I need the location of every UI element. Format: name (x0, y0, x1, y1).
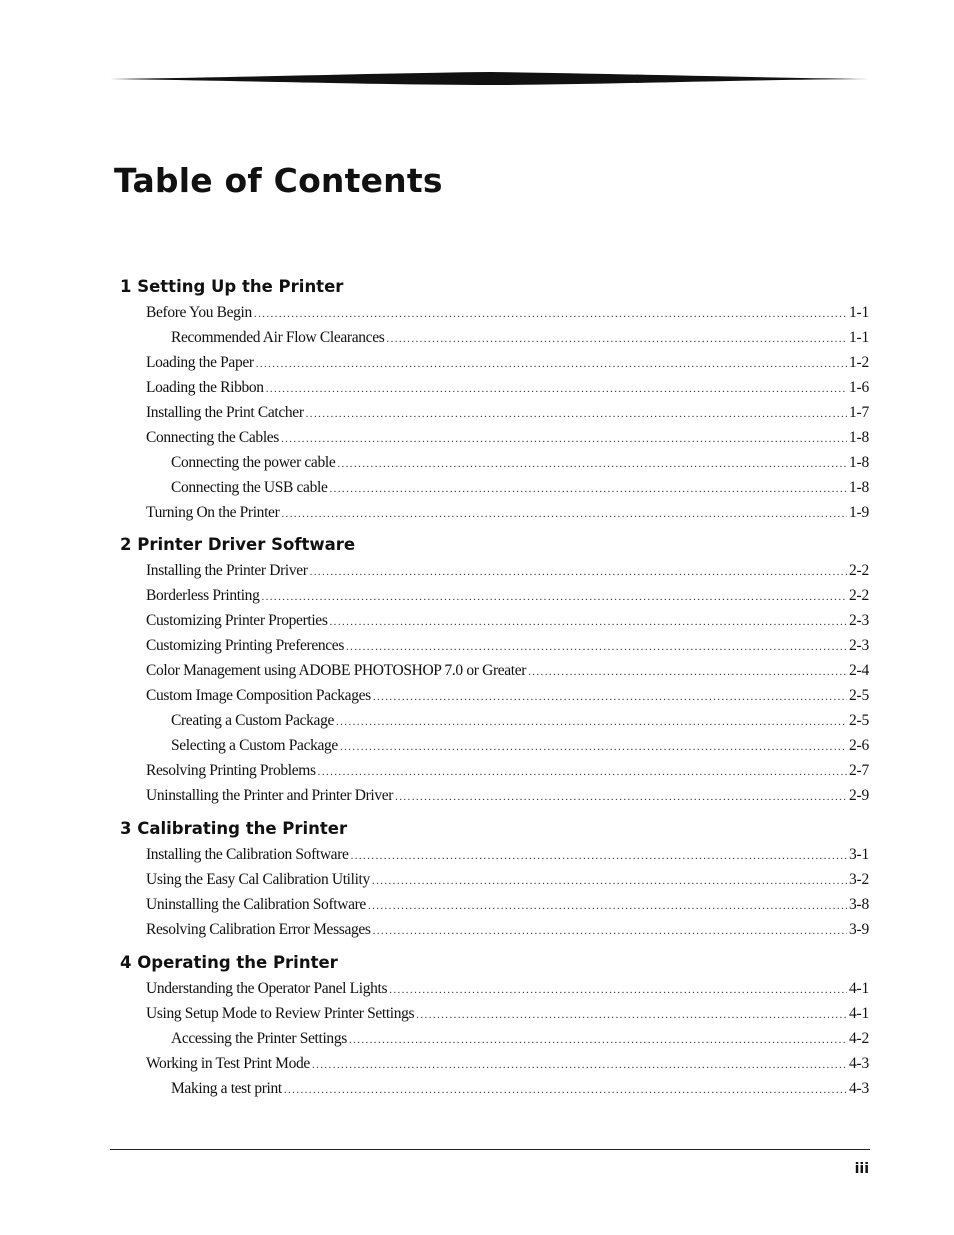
page-number: iii (854, 1161, 869, 1177)
dot-leader (395, 791, 847, 803)
entry-page-number: 2-3 (848, 637, 869, 654)
dot-leader (528, 666, 847, 678)
entry-page-number: 2-4 (848, 662, 869, 679)
entry-title: Resolving Calibration Error Messages (146, 921, 371, 938)
dot-leader (373, 691, 847, 703)
entry-page-number: 3-2 (848, 871, 869, 888)
dot-leader (261, 591, 846, 603)
dot-leader (349, 1034, 847, 1046)
dot-leader (256, 358, 847, 370)
entry-page-number: 1-8 (848, 479, 869, 496)
entry-page-number: 3-9 (848, 921, 869, 938)
entry-title: Before You Begin (146, 304, 252, 321)
toc-entry[interactable] (146, 379, 869, 401)
entry-title: Installing the Calibration Software (146, 846, 349, 863)
entry-title: Turning On the Printer (146, 504, 280, 521)
dot-leader (340, 741, 847, 753)
dot-leader (351, 850, 847, 862)
dot-leader (284, 1084, 847, 1096)
toc-entry[interactable] (146, 429, 869, 451)
entry-page-number: 4-1 (848, 980, 869, 997)
entry-page-number: 2-5 (848, 687, 869, 704)
entry-title: Loading the Ribbon (146, 379, 264, 396)
entry-page-number: 4-1 (848, 1005, 869, 1022)
entry-page-number: 1-8 (848, 429, 869, 446)
dot-leader (386, 333, 847, 345)
toc-entry[interactable] (146, 612, 869, 634)
dot-leader (330, 616, 847, 628)
dot-leader (254, 308, 847, 320)
section-heading: 2 Printer Driver Software (120, 535, 356, 554)
entry-page-number: 2-3 (848, 612, 869, 629)
entry-title: Customizing Printing Preferences (146, 637, 345, 654)
entry-title: Creating a Custom Package (171, 712, 334, 729)
entry-title: Recommended Air Flow Clearances (171, 329, 385, 346)
toc-entry[interactable] (146, 504, 869, 526)
entry-page-number: 2-6 (848, 737, 869, 754)
toc-entry[interactable] (146, 762, 869, 784)
dot-leader (310, 566, 847, 578)
entry-page-number: 2-2 (848, 587, 869, 604)
dot-leader (346, 641, 847, 653)
dot-leader (416, 1009, 847, 1021)
entry-page-number: 1-1 (848, 329, 869, 346)
top-decorative-rule (110, 70, 870, 86)
toc-entry[interactable] (146, 787, 869, 809)
dot-leader (266, 383, 847, 395)
entry-title: Selecting a Custom Package (171, 737, 338, 754)
entry-title: Borderless Printing (146, 587, 260, 604)
entry-title: Working in Test Print Mode (146, 1055, 310, 1072)
entry-title: Installing the Print Catcher (146, 404, 304, 421)
toc-subentry[interactable] (171, 1080, 869, 1102)
toc-subentry[interactable] (171, 1030, 869, 1052)
entry-page-number: 4-3 (848, 1080, 869, 1097)
toc-entry[interactable] (146, 980, 869, 1002)
entry-title: Color Management using ADOBE PHOTOSHOP 7.0 or Greater (146, 662, 527, 679)
entry-page-number: 1-8 (848, 454, 869, 471)
dot-leader (336, 716, 847, 728)
entry-title: Resolving Printing Problems (146, 762, 316, 779)
toc-subentry[interactable] (171, 479, 869, 501)
entry-title: Uninstalling the Printer and Printer Driver (146, 787, 394, 804)
toc-subentry[interactable] (171, 454, 869, 476)
entry-page-number: 2-5 (848, 712, 869, 729)
dot-leader (281, 433, 847, 445)
entry-title: Connecting the Cables (146, 429, 279, 446)
toc-entry[interactable] (146, 921, 869, 943)
toc-entry[interactable] (146, 662, 869, 684)
entry-page-number: 1-2 (848, 354, 869, 371)
entry-title: Custom Image Composition Packages (146, 687, 371, 704)
entry-title: Installing the Printer Driver (146, 562, 308, 579)
entry-page-number: 3-1 (848, 846, 869, 863)
section-heading: 1 Setting Up the Printer (120, 277, 344, 296)
entry-page-number: 2-2 (848, 562, 869, 579)
page-title: Table of Contents (114, 161, 443, 200)
entry-title: Uninstalling the Calibration Software (146, 896, 366, 913)
entry-title: Using Setup Mode to Review Printer Settings (146, 1005, 415, 1022)
section-heading: 4 Operating the Printer (120, 953, 338, 972)
section-heading: 3 Calibrating the Printer (120, 819, 348, 838)
dot-leader (306, 408, 847, 420)
entry-title: Understanding the Operator Panel Lights (146, 980, 388, 997)
entry-page-number: 2-9 (848, 787, 869, 804)
dot-leader (372, 875, 847, 887)
toc-entry[interactable] (146, 846, 869, 868)
toc-entry[interactable] (146, 404, 869, 426)
toc-subentry[interactable] (171, 737, 869, 759)
entry-page-number: 2-7 (848, 762, 869, 779)
entry-title: Connecting the power cable (171, 454, 336, 471)
toc-entry[interactable] (146, 354, 869, 376)
entry-page-number: 3-8 (848, 896, 869, 913)
dot-leader (329, 483, 846, 495)
entry-page-number: 1-6 (848, 379, 869, 396)
entry-page-number: 4-2 (848, 1030, 869, 1047)
toc-entry[interactable] (146, 871, 869, 893)
entry-page-number: 1-9 (848, 504, 869, 521)
entry-page-number: 1-1 (848, 304, 869, 321)
dot-leader (337, 458, 847, 470)
toc-entry[interactable] (146, 896, 869, 918)
entry-title: Customizing Printer Properties (146, 612, 328, 629)
toc-subentry[interactable] (171, 329, 869, 351)
toc-entry[interactable] (146, 687, 869, 709)
dot-leader (281, 508, 847, 520)
toc-entry[interactable] (146, 1055, 869, 1077)
entry-title: Making a test print (171, 1080, 282, 1097)
entry-title: Loading the Paper (146, 354, 254, 371)
toc-entry[interactable] (146, 562, 869, 584)
dot-leader (368, 900, 847, 912)
entry-title: Accessing the Printer Settings (171, 1030, 347, 1047)
toc-entry[interactable] (146, 1005, 869, 1027)
dot-leader (373, 925, 847, 937)
dot-leader (318, 766, 847, 778)
dot-leader (389, 984, 847, 996)
toc-subentry[interactable] (171, 712, 869, 734)
toc-entry[interactable] (146, 637, 869, 659)
dot-leader (312, 1059, 847, 1071)
entry-title: Using the Easy Cal Calibration Utility (146, 871, 370, 888)
footer-rule (110, 1149, 870, 1150)
entry-title: Connecting the USB cable (171, 479, 328, 496)
entry-page-number: 4-3 (848, 1055, 869, 1072)
entry-page-number: 1-7 (848, 404, 869, 421)
toc-entry[interactable] (146, 587, 869, 609)
toc-entry[interactable] (146, 304, 869, 326)
